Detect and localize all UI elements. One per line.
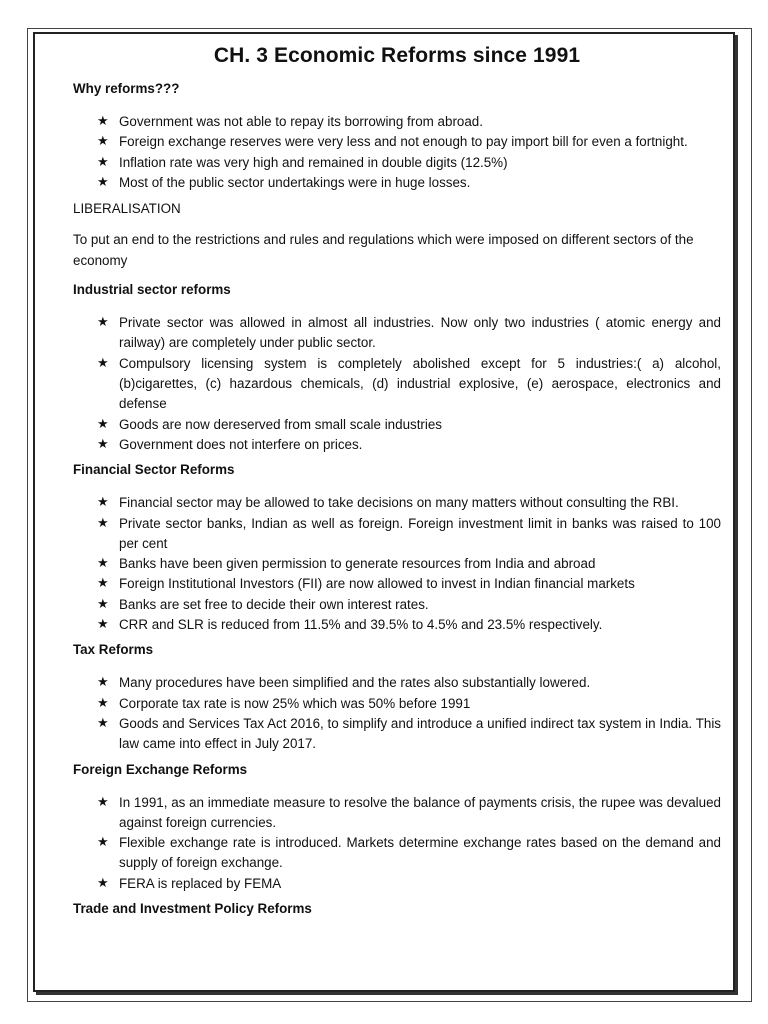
list-why-reforms [73,112,721,193]
heading-financial: Financial Sector Reforms [73,462,235,478]
list-item [73,554,721,574]
liberalisation-label: LIBERALISATION [73,201,181,217]
list-item-text: Foreign Institutional Investors (FII) are now allowed to invest in Indian financial markets [119,576,635,592]
list-item [73,173,721,193]
list-item-text: Banks have been given permission to generate resources from India and abroad [119,556,596,572]
star-bullet-icon: ★ [97,495,109,511]
heading-why-reforms: Why reforms??? [73,81,180,96]
heading-tax: Tax Reforms [73,642,154,658]
list-item [73,435,721,455]
list-item [73,714,721,755]
list-item [73,514,721,555]
star-bullet-icon: ★ [97,617,109,633]
star-bullet-icon: ★ [97,174,109,190]
list-item-text: Foreign exchange reserves were very less and not enough to pay import bill for even a fortnight. [119,134,688,150]
list-item-text: FERA is replaced by FEMA [119,875,282,891]
list-item [73,313,721,354]
list-item-text: Goods and Services Tax Act 2016, to simplify and introduce a unified indirect tax system in India. This law came into effect in July 2017. [119,715,721,752]
list-item-text: Compulsory licensing system is completely abolished except for 5 industries:( a) alcohol, (b)cigarettes, (c) hazardous chemicals, (d) industrial explosive, (e) aerospace, electronics and defense [119,355,721,412]
heading-trade: Trade and Investment Policy Reforms [73,901,312,917]
list-item-text: In 1991, as an immediate measure to resolve the balance of payments crisis, the rupee was devalued against foreign currencies. [119,794,721,830]
star-bullet-icon: ★ [97,436,109,452]
star-bullet-icon: ★ [97,556,109,572]
list-item [73,354,721,415]
star-bullet-icon: ★ [97,695,109,711]
list-item-text: Private sector was allowed in almost all industries. Now only two industries ( atomic energy and railway) are completely under public sector. [119,315,721,351]
star-bullet-icon: ★ [97,416,109,432]
star-bullet-icon: ★ [97,315,109,331]
star-bullet-icon: ★ [97,515,109,531]
star-bullet-icon: ★ [97,835,109,851]
list-item [73,415,721,435]
star-bullet-icon: ★ [97,596,109,612]
list-item [73,595,721,615]
list-item-text: Private sector banks, Indian as well as foreign. Foreign investment limit in banks was raised to 100 per cent [119,515,721,551]
list-item [73,615,721,635]
star-bullet-icon: ★ [97,794,109,810]
list-tax [73,673,721,754]
list-item-text: Flexible exchange rate is introduced. Markets determine exchange rates based on the demand and supply of foreign exchange. [119,835,721,871]
star-bullet-icon: ★ [97,875,109,891]
list-item [73,694,721,714]
list-item-text: Many procedures have been simplified and the rates also substantially lowered. [119,675,591,691]
list-item [73,153,721,173]
star-bullet-icon: ★ [97,114,109,129]
liberalisation-text: To put an end to the restrictions and rules and regulations which were imposed on different sectors of the economy [73,232,694,269]
star-bullet-icon: ★ [97,134,109,150]
list-item-text: Most of the public sector undertakings were in huge losses. [119,174,471,190]
list-item [73,673,721,693]
star-bullet-icon: ★ [97,355,109,371]
heading-industrial: Industrial sector reforms [73,282,231,298]
list-item-text: Government does not interfere on prices. [119,436,363,452]
list-forex [73,793,721,894]
list-item [73,574,721,594]
list-item-text: CRR and SLR is reduced from 11.5% and 39.5% to 4.5% and 23.5% respectively. [119,617,603,633]
list-item [73,132,721,152]
list-item-text: Inflation rate was very high and remained in double digits (12.5%) [119,154,508,170]
page-title: CH. 3 Economic Reforms since 1991 [213,44,581,67]
star-bullet-icon: ★ [97,675,109,691]
star-bullet-icon: ★ [97,576,109,592]
document-content [73,44,721,918]
list-item [73,874,721,894]
list-item-text: Goods are now dereserved from small scale industries [119,416,443,432]
list-item-text: Banks are set free to decide their own interest rates. [119,596,429,612]
list-item [73,793,721,834]
heading-forex: Foreign Exchange Reforms [73,761,248,777]
list-financial [73,493,721,635]
star-bullet-icon: ★ [97,715,109,731]
list-item [73,493,721,513]
list-item-text: Government was not able to repay its borrowing from abroad. [119,114,483,129]
star-bullet-icon: ★ [97,154,109,170]
list-item-text: Financial sector may be allowed to take decisions on many matters without consulting the RBI. [119,495,679,511]
list-industrial [73,313,721,455]
list-item [73,112,721,132]
list-item [73,833,721,874]
list-item-text: Corporate tax rate is now 25% which was 50% before 1991 [119,695,471,711]
